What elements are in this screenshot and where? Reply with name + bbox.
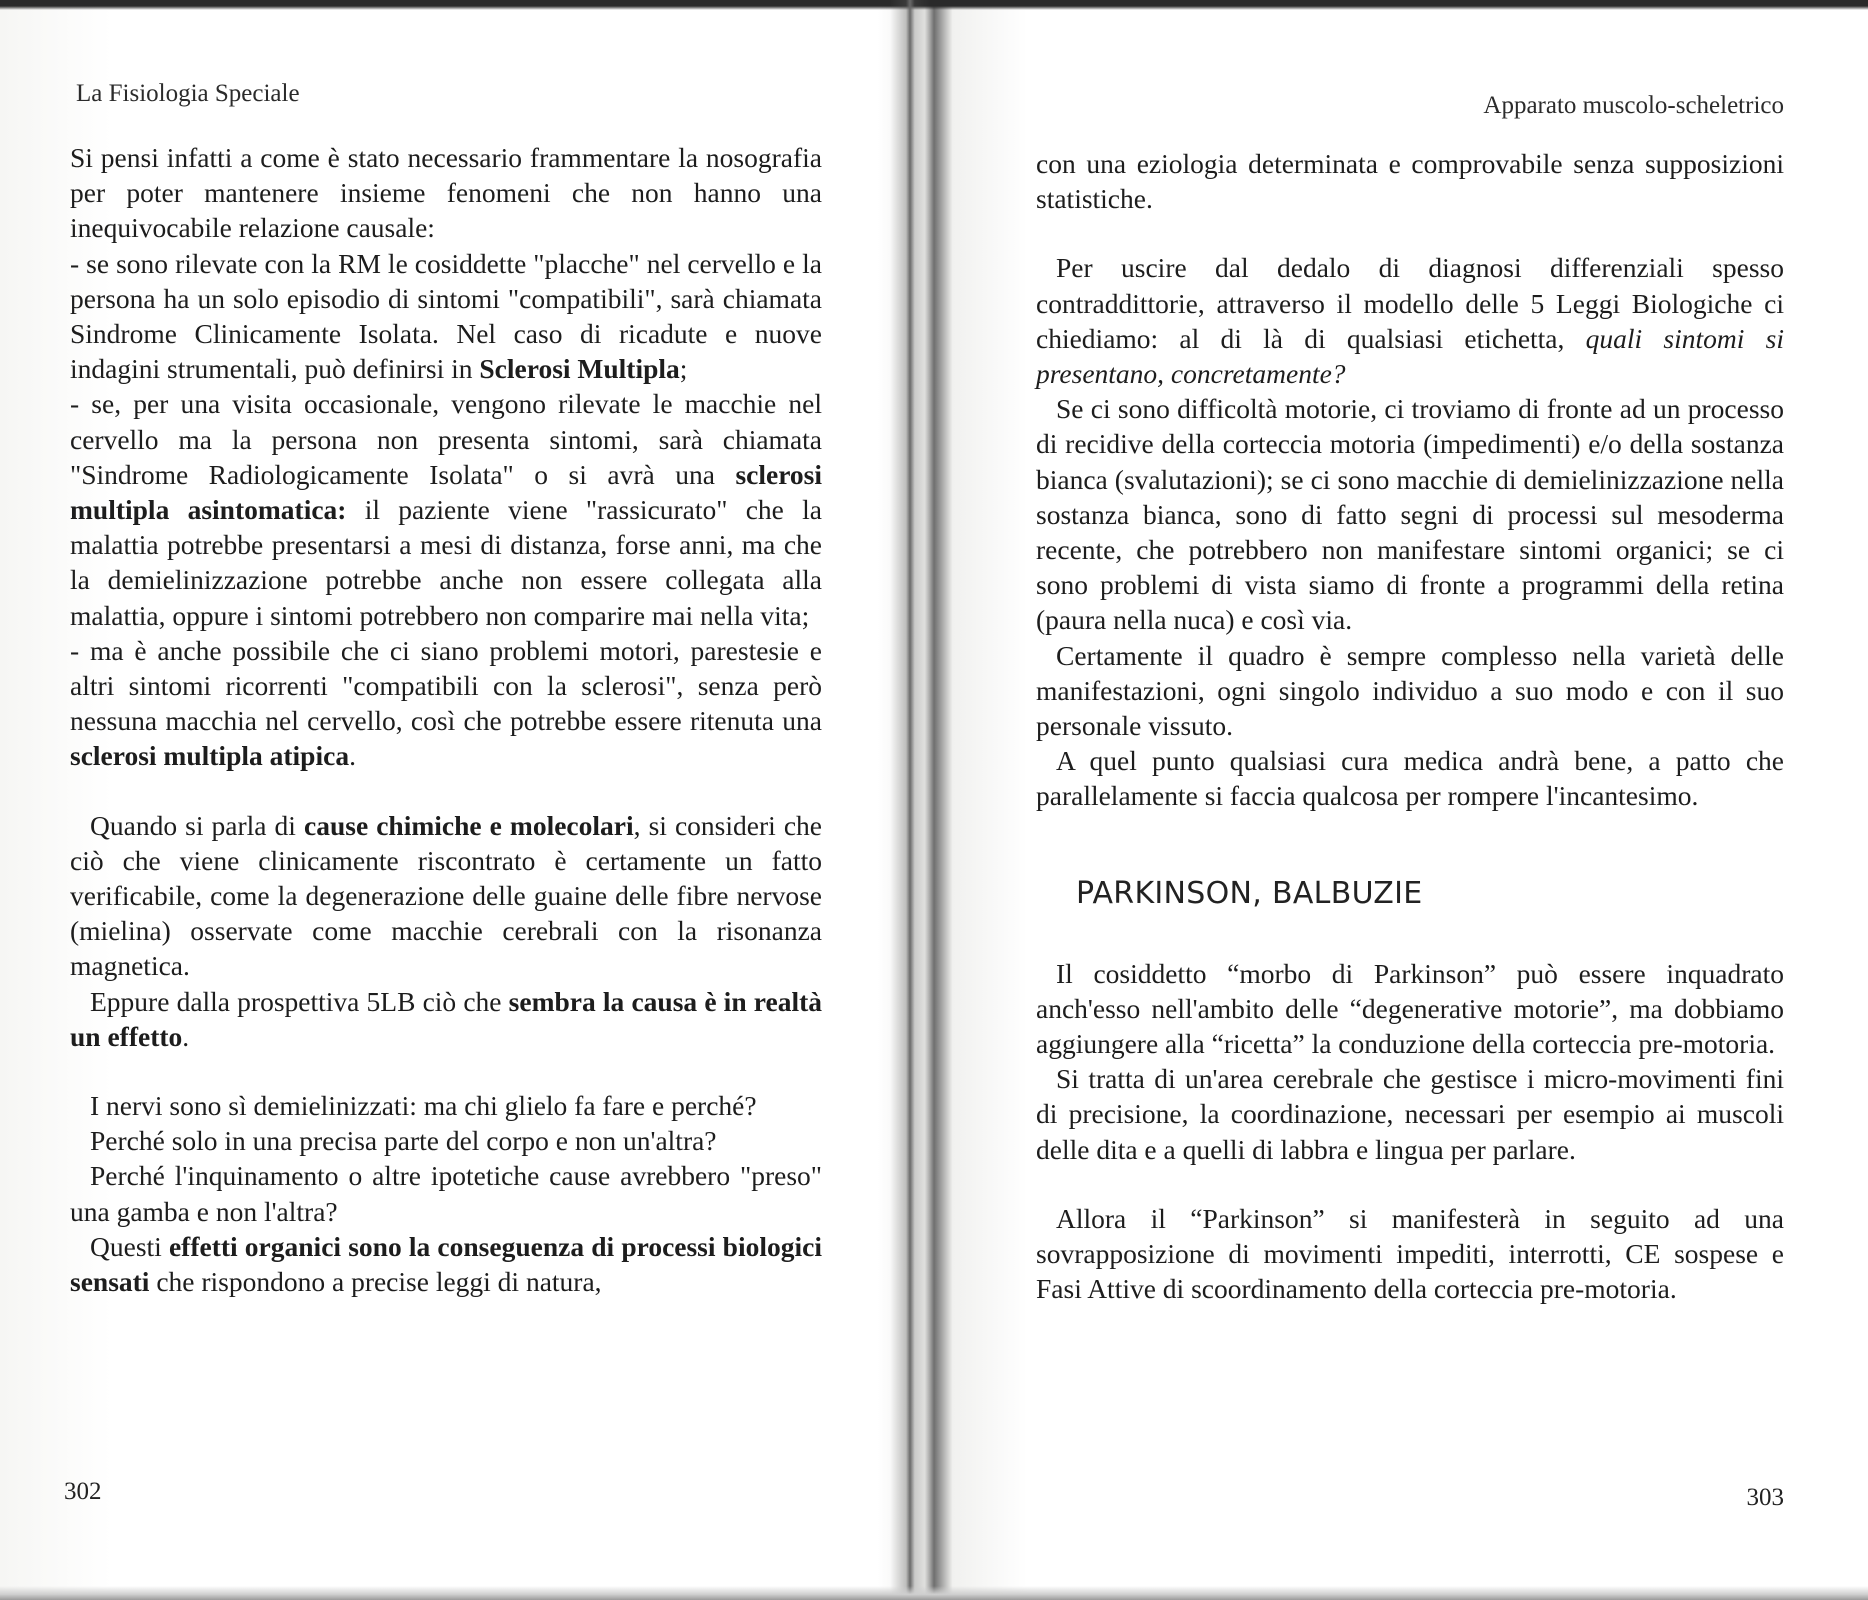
left-paragraph-4 bbox=[70, 633, 822, 774]
right-running-head: Apparato muscolo-scheletrico bbox=[1483, 92, 1784, 119]
right-paragraph-2-italic: quali sintomi si presentano, concretamente? bbox=[1036, 322, 1784, 390]
left-paragraph-6 bbox=[70, 984, 822, 1054]
left-paragraph-1: Si pensi infatti a come è stato necessario frammentare la nosografia per poter mantenere insieme fenomeni che non hanno una inequivocabile relazione causale: bbox=[70, 142, 822, 244]
left-paragraph-3-bold: sclerosi multipla asintomatica: bbox=[70, 458, 822, 526]
left-paragraph-5-bold: cause chimiche e molecolari bbox=[304, 809, 634, 841]
left-body-text bbox=[70, 140, 822, 1299]
left-running-head: La Fisiologia Speciale bbox=[76, 80, 300, 107]
left-paragraph-2-bold: Sclerosi Multipla bbox=[479, 353, 680, 385]
left-paragraph-2-text: - se sono rilevate con la RM le cosiddette "placche" nel cervello e la persona ha un solo episodio di sintomi "compatibili", sarà chiamata Sindrome Clinicamente Isolata. Nel caso di ricadute e nuove indagini strumentali, può definirsi in bbox=[70, 247, 822, 385]
left-paragraph-5 bbox=[70, 808, 822, 984]
right-page-number: 303 bbox=[1746, 1484, 1784, 1511]
left-paragraph-10-bold: effetti organici sono la conseguenza di processi biologici sensati bbox=[70, 1230, 822, 1298]
left-paragraph-5-end: , si consideri che ciò che viene clinicamente riscontrato è certamente un fatto verificabile, come la degenerazione delle guaine delle fibre nervose (mielina) osservate come macchie cerebrali con la risonanza magnetica. bbox=[70, 809, 822, 982]
right-paragraph-7: Si tratta di un'area cerebrale che gestisce i micro-movimenti fini di precisione, la coordinazione, necessari per esempio ai muscoli delle dita e a quelli di labbra e lingua per parlare. bbox=[1036, 1063, 1784, 1165]
left-paragraph-8: Perché solo in una precisa parte del corpo e non un'altra? bbox=[90, 1125, 717, 1157]
left-paragraph-6-end: . bbox=[182, 1020, 190, 1052]
right-paragraph-3: Se ci sono difficoltà motorie, ci troviamo di fronte ad un processo di recidive della corteccia motoria (impedimenti) e/o della sostanza bianca (svalutazioni); se ci sono macchie di demielinizzazione nella sostanza bianca, sono di fatto segni di processi sul mesoderma recente, che potrebbero non manifestare sintomi organici; se ci sono problemi di vista siamo di fronte a programmi della retina (paura nella nuca) e così via. bbox=[1036, 393, 1784, 636]
right-paragraph-8: Allora il “Parkinson” si manifesterà in seguito ad una sovrapposizione di movimenti impediti, interrotti, CE sospese e Fasi Attive di scoordinamento della corteccia pre-motoria. bbox=[1036, 1202, 1784, 1305]
left-page-number: 302 bbox=[64, 1478, 102, 1505]
left-paragraph-4-end: . bbox=[349, 740, 356, 772]
section-heading-parkinson: PARKINSON, BALBUZIE bbox=[1076, 875, 1423, 911]
right-paragraph-6: Il cosiddetto “morbo di Parkinson” può essere inquadrato anch'esso nell'ambito delle “degenerative motorie”, ma dobbiamo aggiungere alla “ricetta” la conduzione della corteccia pre-motoria. bbox=[1036, 957, 1784, 1060]
left-paragraph-2 bbox=[70, 246, 822, 387]
left-page bbox=[64, 0, 822, 1600]
left-paragraph-3-end: il paziente viene "rassicurato" che la malattia potrebbe presentarsi a mesi di distanza, forse anni, ma che la demielinizzazione potrebbe anche non essere collegata alla malattia, oppure i sintomi potrebbero non comparire mai nella vita; bbox=[70, 494, 822, 631]
right-paragraph-5: A quel punto qualsiasi cura medica andrà bene, a patto che parallelamente si faccia qualcosa per rompere l'incantesimo. bbox=[1036, 745, 1784, 812]
left-paragraph-3 bbox=[70, 386, 822, 632]
left-paragraph-2-end: ; bbox=[679, 353, 688, 385]
right-paragraph-2 bbox=[1036, 250, 1784, 391]
left-paragraph-6-text: Eppure dalla prospettiva 5LB ciò che bbox=[90, 985, 509, 1017]
left-paragraph-5-text: Quando si parla di bbox=[90, 809, 304, 841]
book-gutter bbox=[890, 0, 930, 1600]
left-paragraph-3-text: - se, per una visita occasionale, vengono rilevate le macchie nel cervello ma la persona non presenta sintomi, sarà chiamata "Sindrome Radiologicamente Isolata" o si avrà una bbox=[70, 388, 822, 490]
right-page bbox=[1036, 0, 1784, 1600]
right-body-text bbox=[1036, 146, 1784, 1306]
left-paragraph-10-text: Questi bbox=[90, 1230, 169, 1262]
left-paragraph-4-bold: sclerosi multipla atipica bbox=[70, 740, 350, 772]
right-paragraph-4: Certamente il quadro è sempre complesso nella varietà delle manifestazioni, ogni singolo individuo a suo modo e con il suo personale vissuto. bbox=[1036, 639, 1784, 742]
right-paragraph-1: con una eziologia determinata e comprovabile senza supposizioni statistiche. bbox=[1036, 148, 1784, 215]
left-paragraph-6-bold: sembra la causa è in realtà un effetto bbox=[70, 985, 822, 1052]
left-paragraph-10-end: che rispondono a precise leggi di natura, bbox=[149, 1266, 602, 1298]
left-paragraph-10 bbox=[70, 1229, 822, 1299]
left-paragraph-4-text: - ma è anche possibile che ci siano problemi motori, parestesie e altri sintomi ricorrenti "compatibili con la sclerosi", senza però nessuna macchia nel cervello, così che potrebbe essere ritenuta una bbox=[70, 634, 822, 737]
left-paragraph-7: I nervi sono sì demielinizzati: ma chi glielo fa fare e perché? bbox=[90, 1090, 757, 1122]
left-paragraph-9: Perché l'inquinamento o altre ipotetiche cause avrebbero "preso" una gamba e non l'altra? bbox=[70, 1160, 822, 1227]
right-paragraph-2-text: Per uscire dal dedalo di diagnosi differenziali spesso contraddittorie, attraverso il modello delle 5 Leggi Biologiche ci chiediamo: al di là di qualsiasi etichetta, bbox=[1036, 252, 1784, 354]
